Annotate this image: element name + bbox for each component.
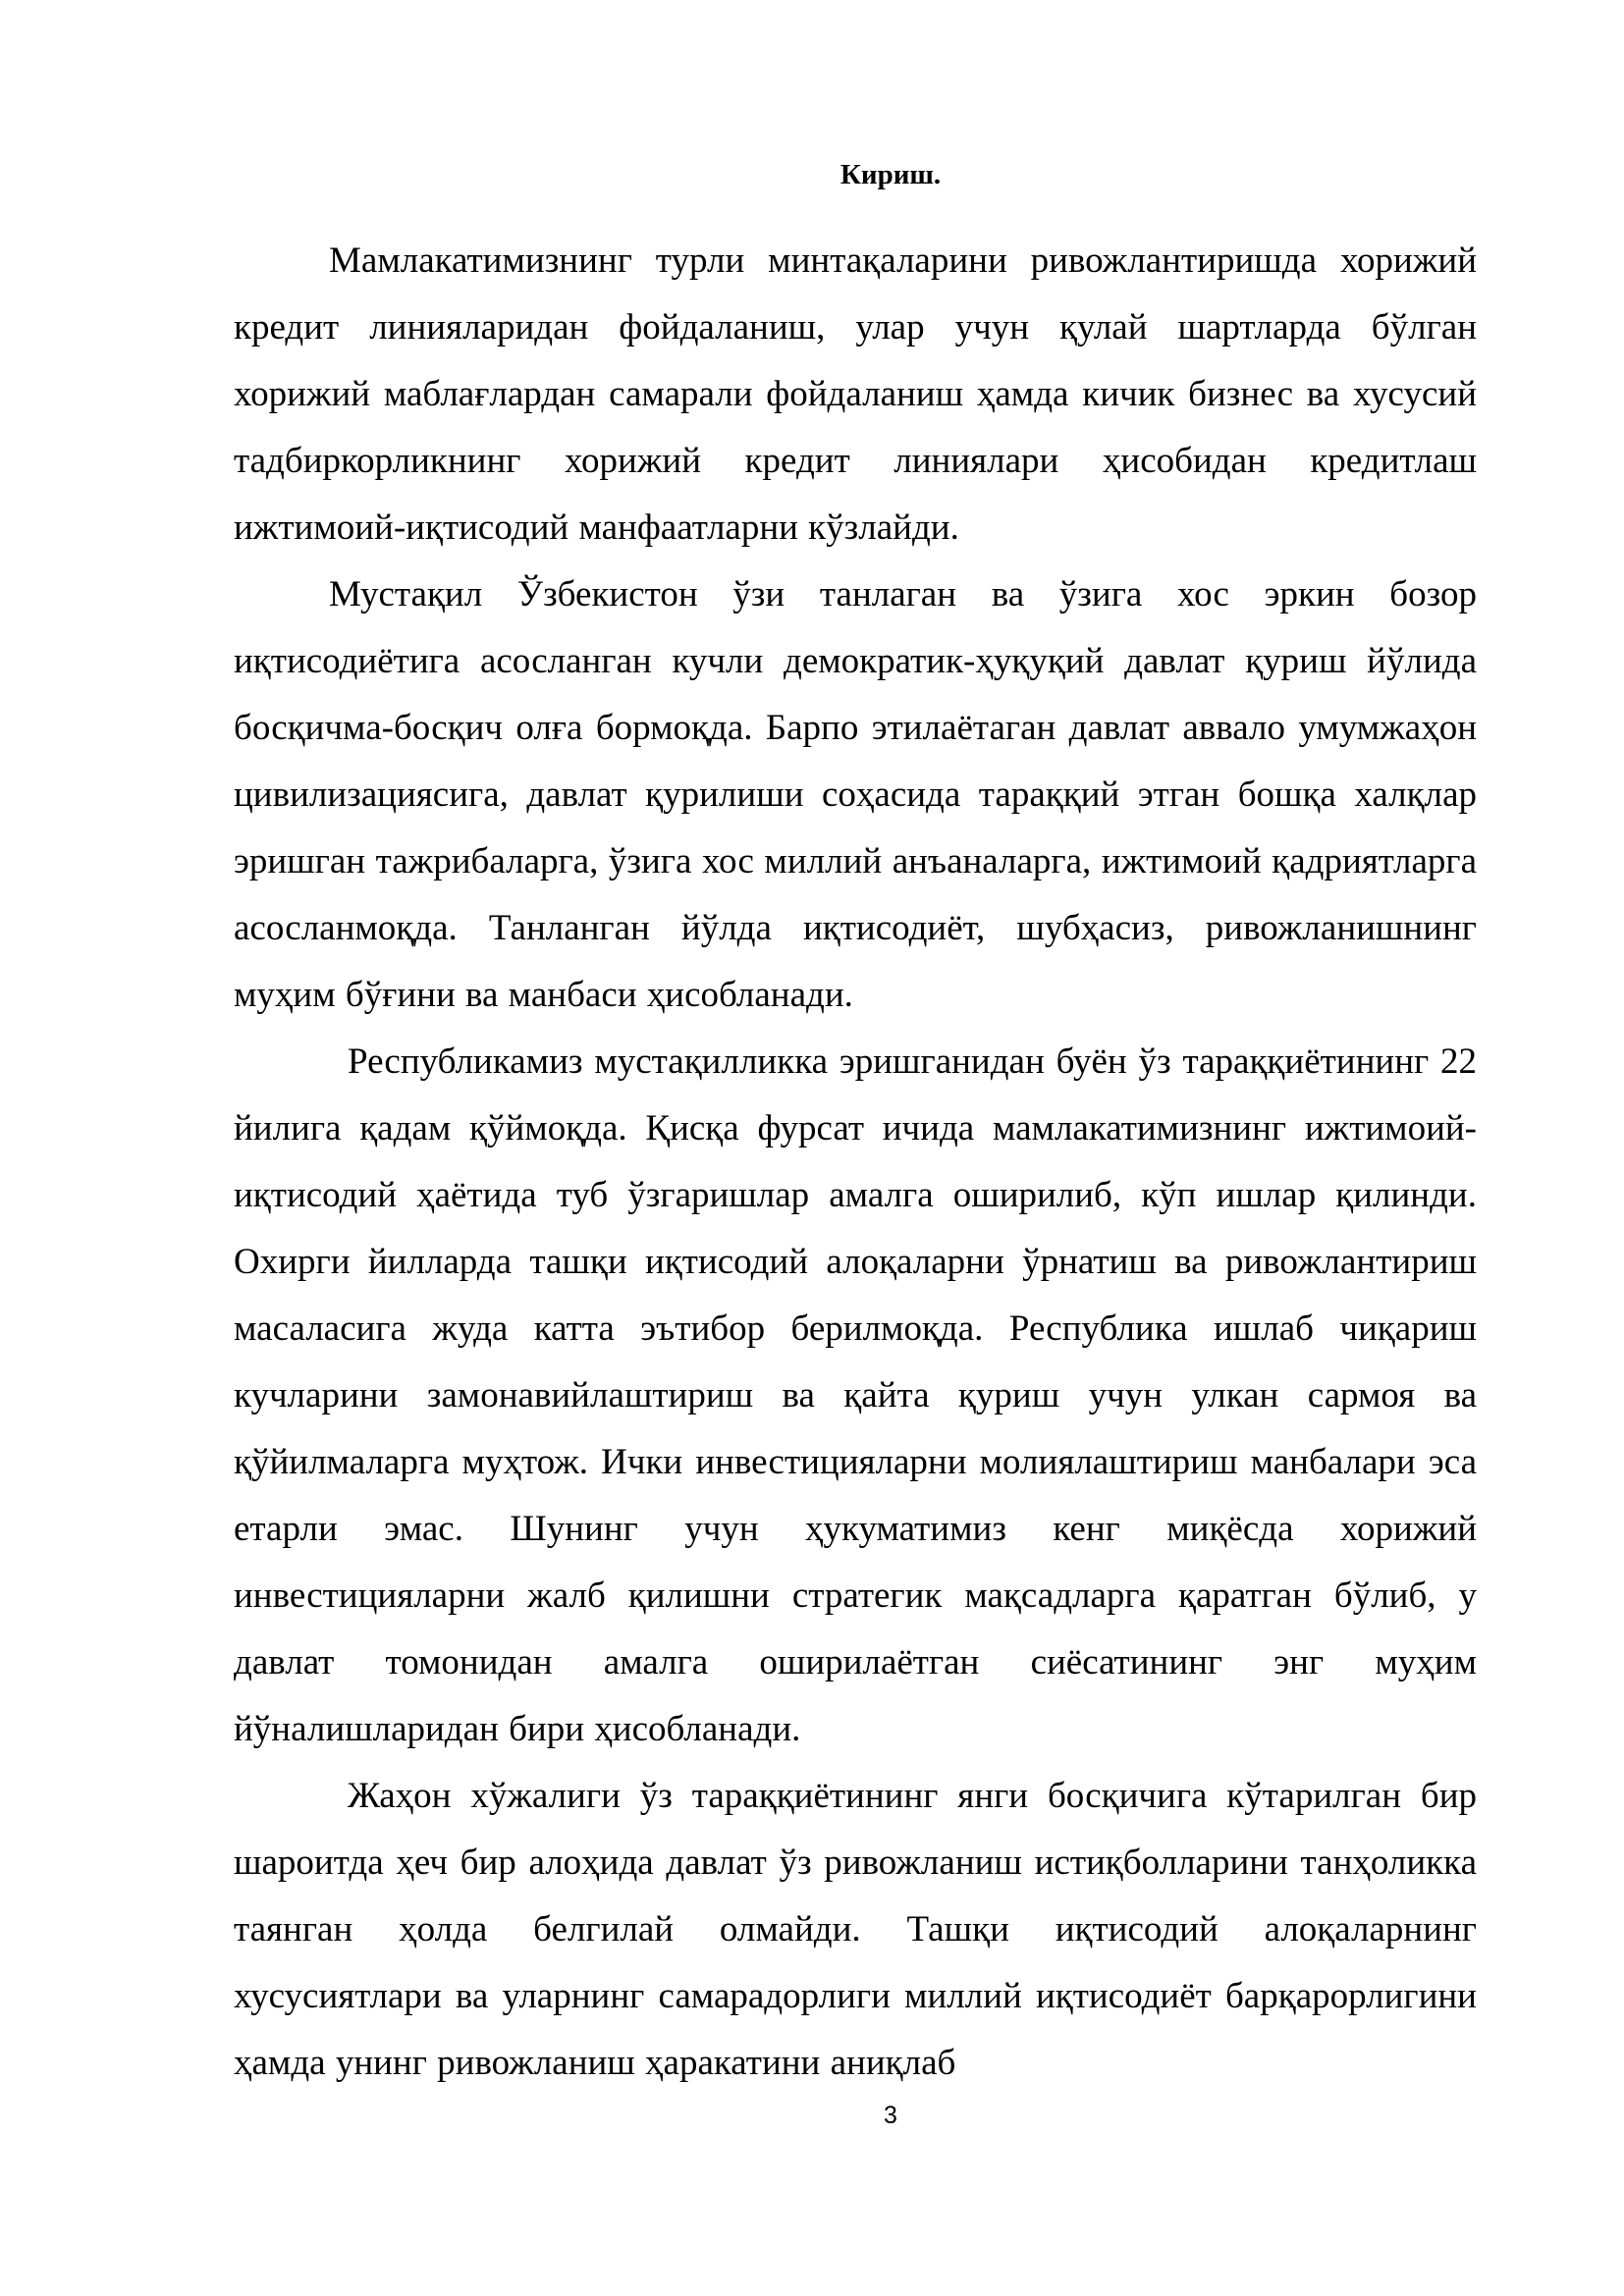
paragraph-3: Республикамиз мустақилликка эришганидан буён ўз тараққиётининг 22 йилига қадам қўймоқда. Қисқа фурсат ичида мамлакатимизнинг ижтимоий-иқтисодий ҳаётида туб ўзгаришлар амалга оширилиб, кўп ишлар қилинди. Охирги йилларда ташқи иқтисодий алоқаларни ўрнатиш ва ривожлантириш масаласига жуда катта эътибор берилмоқда. Республика ишлаб чиқариш кучларини замонавийлаштириш ва қайта қуриш учун улкан сармоя ва қўйилмаларга муҳтож. Ички инвестицияларни молиялаштириш манбалари эса етарли эмас. Шунинг учун ҳукуматимиз кенг миқёсда хорижий инвестицияларни жалб қилишни стратегик мақсадларга қаратган бўлиб, у давлат томонидан амалга оширилаётган сиёсатининг энг муҳим йўналишларидан бири ҳисобланади. [234, 1041, 1477, 1749]
paragraph-2: Мустақил Ўзбекистон ўзи танлаган ва ўзига хос эркин бозор иқтисодиётига асосланган кучли демократик-ҳуқуқий давлат қуриш йўлида босқичма-босқич олға бормоқда. Барпо этилаётаган давлат аввало умумжаҳон цивилизациясига, давлат қурилиши соҳасида тараққий этган бошқа халқлар эришган тажрибаларга, ўзига хос миллий анъаналарга, ижтимоий қадриятларга асосланмоқда. Танланган йўлда иқтисодиёт, шубҳасиз, ривожланишнинг муҳим бўғини ва манбаси ҳисобланади. [234, 574, 1477, 1015]
section-heading: Кириш. [839, 159, 942, 190]
page-number: 3 [884, 2102, 897, 2129]
paragraph-1: Мамлакатимизнинг турли минтақаларини ривожлантиришда хорижий кредит линияларидан фойдаланиш, улар учун қулай шартларда бўлган хорижий маблағлардан самарали фойдаланиш ҳамда кичик бизнес ва хусусий тадбиркорликнинг хорижий кредит линиялари ҳисобидан кредитлаш ижтимоий-иқтисодий манфаатларни кўзлайди. [234, 240, 1477, 548]
body-text [234, 228, 1477, 2097]
paragraph-4: Жаҳон хўжалиги ўз тараққиётининг янги босқичига кўтарилган бир шароитда ҳеч бир алоҳида давлат ўз ривожланиш истиқболларини танҳоликка таянган ҳолда белгилай олмайди. Ташқи иқтисодий алоқаларнинг хусусиятлари ва уларнинг самарадорлиги миллий иқтисодиёт барқарорлигини ҳамда унинг ривожланиш ҳаракатини аниқлаб [234, 1776, 1477, 2083]
